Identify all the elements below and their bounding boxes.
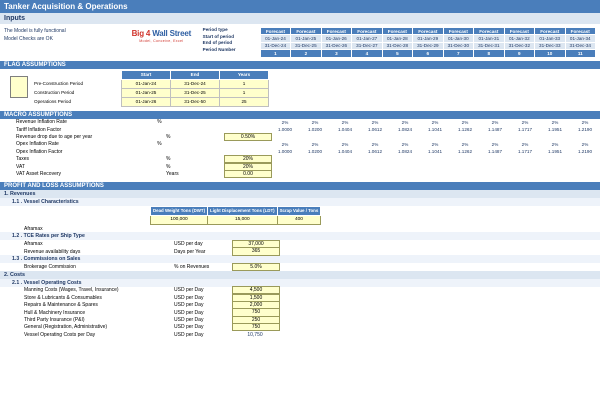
subgroup-label: Vessel Characteristics (23, 198, 79, 205)
third-party-insurance-input[interactable]: 250 (232, 316, 280, 324)
forecast-end-cell: 31-Dec-25 (291, 42, 321, 49)
series-value: 1.0824 (397, 149, 413, 155)
series-value: 2% (461, 119, 469, 125)
subgroup-label: TCE Rates per Ship Type (23, 233, 85, 240)
forecast-number-cell: 11 (565, 50, 595, 57)
forecast-start-cell: 01-Jan-32 (504, 35, 534, 42)
forecast-type-cell: Forecast (291, 28, 321, 35)
forecast-start-cell: 01-Jan-28 (382, 35, 412, 42)
forecast-start-cell: 01-Jan-29 (413, 35, 443, 42)
total-opex-per-day-value: 10,750 (247, 331, 263, 338)
period-label-start: Start of period (202, 33, 235, 39)
vc-header-scrap-value: Scrap Value / Tons (277, 206, 321, 215)
flag-header-row (32, 70, 269, 79)
subgroup-label: Commissions on Sales (23, 256, 81, 263)
forecast-start-cell: 01-Jan-26 (321, 35, 351, 42)
tce-row-aframax (0, 240, 600, 247)
logo-text-blue: Wall Street (152, 29, 192, 38)
forecast-end-row (260, 42, 595, 49)
row-unit: USD per Day (174, 302, 204, 309)
flag-row-start[interactable]: 01-Jan-26 (122, 97, 171, 106)
series-value: 1.1487 (487, 127, 503, 133)
row-unit: USD per Day (174, 316, 204, 323)
row-unit: % (166, 156, 171, 163)
forecast-number-cell: 3 (321, 50, 351, 57)
input-color-swatch (10, 76, 28, 98)
row-label: Manning Costs (Wages, Travel, Insurance) (24, 287, 119, 294)
forecast-end-cell: 31-Dec-27 (352, 42, 382, 49)
series-value: 2% (431, 141, 439, 147)
vat-asset-recovery-input[interactable]: 0.00 (224, 170, 272, 178)
flag-row-years[interactable]: 1 (220, 79, 269, 88)
forecast-type-cell: Forecast (321, 28, 351, 35)
series-value: 2% (491, 119, 499, 125)
series-value: 2% (371, 119, 379, 125)
tce-row-availability-days (0, 248, 600, 255)
series-value: 2% (341, 119, 349, 125)
forecast-end-cell: 31-Dec-33 (535, 42, 565, 49)
forecast-number-cell: 6 (413, 50, 443, 57)
flag-header-start: Start (122, 70, 171, 79)
series-value: 1.1717 (517, 149, 533, 155)
series-value: 1.1041 (427, 127, 443, 133)
period-label-type: Period type (202, 27, 228, 32)
row-label: Hull & Machinery Insurance (24, 309, 86, 316)
series-value: 1.0200 (307, 127, 323, 133)
row-unit: % (166, 163, 171, 170)
series-value: 2% (371, 141, 379, 147)
vc-value-scrap[interactable]: 400 (277, 215, 321, 224)
macro-series-strip (270, 142, 600, 147)
opex-row-manning-costs (0, 287, 600, 294)
flag-row-years[interactable]: 1 (220, 88, 269, 97)
row-unit: USD per Day (174, 331, 204, 338)
page-subtitle: Inputs (0, 13, 600, 25)
series-value: 1.1951 (547, 149, 563, 155)
subgroup-vessel-characteristics (0, 198, 600, 206)
series-value: 1.0612 (367, 149, 383, 155)
series-value: 2% (401, 141, 409, 147)
series-value: 1.0404 (337, 149, 353, 155)
forecast-number-row (260, 50, 595, 57)
subgroup-number: 1.3 . (12, 256, 23, 263)
vessel-characteristics-table (150, 206, 321, 225)
aframax-tce-rate-input[interactable]: 37,000 (232, 240, 280, 248)
group-label: Costs (10, 271, 25, 278)
series-value: 1.1041 (427, 149, 443, 155)
vc-header-dwt: Dead Weight Tons (DWT) (151, 206, 208, 215)
general-admin-input[interactable]: 750 (232, 323, 280, 331)
row-label: Revenue availability days (24, 248, 81, 255)
opex-row-repairs-maintenance (0, 301, 600, 308)
group-number: 2. (4, 271, 9, 278)
series-value: 1.0824 (397, 127, 413, 133)
macro-series-strip (270, 120, 600, 125)
row-unit: % (166, 134, 171, 141)
series-value: 1.0000 (277, 127, 293, 133)
flag-row-label: Construction Period (32, 88, 122, 97)
series-value: 1.2190 (577, 149, 593, 155)
table-row (32, 79, 269, 88)
series-value: 1.0404 (337, 127, 353, 133)
series-value: 2% (281, 141, 289, 147)
macro-row-opex-inflation-rate (0, 141, 600, 148)
row-label: Tariff Inflation Factor (16, 126, 62, 133)
subgroup-number: 2.1 . (12, 279, 23, 286)
macro-row-taxes (0, 156, 600, 163)
model-status-note-2: Model Checks are OK (4, 36, 53, 42)
repairs-maintenance-input[interactable]: 2,000 (232, 301, 280, 309)
macro-series-strip (270, 127, 600, 132)
forecast-end-cell: 31-Dec-29 (413, 42, 443, 49)
company-logo (120, 27, 203, 43)
opex-row-general (0, 324, 600, 331)
series-value: 2% (491, 141, 499, 147)
vc-value-ldt[interactable]: 15,000 (208, 215, 278, 224)
subgroup-label: Vessel Operating Costs (23, 279, 82, 286)
series-value: 2% (551, 119, 559, 125)
row-label: Brokerage Commission (24, 263, 76, 270)
series-value: 2% (281, 119, 289, 125)
group-revenues (0, 190, 600, 198)
vc-value-dwt[interactable]: 100,000 (151, 215, 208, 224)
flag-header-years: Years (220, 70, 269, 79)
forecast-start-cell: 01-Jan-31 (474, 35, 504, 42)
forecast-period-table (260, 27, 596, 58)
period-row-labels (203, 27, 260, 53)
row-label: Opex Inflation Rate (16, 141, 59, 148)
period-label-end: End of period (202, 40, 233, 46)
forecast-start-cell: 01-Jan-24 (260, 35, 290, 42)
macro-row-vat-asset-recovery (0, 170, 600, 177)
flag-row-label: Operations Period (32, 97, 122, 106)
macro-row-revenue-inflation-rate (0, 119, 600, 126)
forecast-number-cell: 4 (352, 50, 382, 57)
row-label: Revenue drop due to age per year (16, 134, 93, 141)
macro-row-revenue-drop-age (0, 133, 600, 140)
forecast-number-cell: 1 (260, 50, 290, 57)
group-number: 1. (4, 190, 9, 197)
revenue-drop-input[interactable]: 0.50% (224, 133, 272, 141)
series-value: 2% (551, 141, 559, 147)
forecast-end-cell: 31-Dec-32 (504, 42, 534, 49)
series-value: 1.2190 (577, 127, 593, 133)
commission-row-brokerage (0, 263, 600, 270)
macro-row-tariff-inflation-factor (0, 126, 600, 133)
hull-machinery-insurance-input[interactable]: 750 (232, 308, 280, 316)
series-value: 2% (431, 119, 439, 125)
flag-row-end[interactable]: 31-Dec-25 (171, 88, 220, 97)
forecast-start-row (260, 35, 595, 42)
forecast-start-cell: 01-Jan-30 (443, 35, 473, 42)
stores-lubricants-input[interactable]: 1,500 (232, 294, 280, 302)
taxes-input[interactable]: 20% (224, 155, 272, 163)
macro-row-opex-inflation-factor (0, 148, 600, 155)
row-unit: % on Revenues (174, 263, 210, 270)
series-value: 1.1717 (517, 127, 533, 133)
legend-swatches (10, 70, 32, 107)
forecast-number-cell: 5 (382, 50, 412, 57)
forecast-end-cell: 31-Dec-31 (474, 42, 504, 49)
group-label: Revenues (10, 190, 36, 197)
row-label: Revenue Inflation Rate (16, 119, 67, 126)
macro-series-strip (270, 149, 600, 154)
series-value: 2% (341, 141, 349, 147)
forecast-end-cell: 31-Dec-28 (382, 42, 412, 49)
forecast-type-cell: Forecast (443, 28, 473, 35)
forecast-start-cell: 01-Jan-34 (565, 35, 595, 42)
forecast-start-cell: 01-Jan-33 (535, 35, 565, 42)
row-unit: USD per Day (174, 287, 204, 294)
row-label: Third Party Insurance (P&I) (24, 316, 85, 323)
row-unit: USD per day (174, 241, 203, 248)
model-status-note-1: The Model is fully functional (4, 28, 66, 34)
row-unit: USD per Day (174, 324, 204, 331)
flag-row-end[interactable]: 31-Dec-24 (171, 79, 220, 88)
forecast-start-cell: 01-Jan-27 (352, 35, 382, 42)
flag-header-spacer (32, 70, 122, 79)
top-header-row (0, 25, 600, 58)
series-value: 1.1951 (547, 127, 563, 133)
brokerage-commission-input[interactable]: 5.0% (232, 263, 280, 271)
forecast-type-cell: Forecast (382, 28, 412, 35)
subgroup-tce-rates (0, 232, 600, 240)
row-unit: % (157, 141, 162, 148)
vessel-characteristics-row-label (0, 225, 600, 232)
macro-row-vat (0, 163, 600, 170)
series-value: 1.1487 (487, 149, 503, 155)
opex-row-total-per-day (0, 331, 600, 338)
opex-row-third-party-insurance (0, 316, 600, 323)
series-value: 1.1262 (457, 127, 473, 133)
row-label: Store & Lubricants & Consumables (24, 294, 102, 301)
flag-row-label: Pre-Construction Period (32, 79, 122, 88)
row-unit: Years (166, 170, 179, 177)
forecast-start-cell: 01-Jan-25 (291, 35, 321, 42)
series-value: 2% (521, 119, 529, 125)
availability-days-input[interactable]: 365 (232, 247, 280, 255)
subgroup-vessel-operating-costs (0, 279, 600, 287)
series-value: 2% (521, 141, 529, 147)
vat-input[interactable]: 20% (224, 163, 272, 171)
row-unit: USD per Day (174, 294, 204, 301)
row-label: Taxes (16, 156, 30, 163)
opex-row-stores-lubricants (0, 294, 600, 301)
subgroup-number: 1.1 . (12, 198, 23, 205)
row-unit: Days per Year (174, 248, 206, 255)
forecast-end-cell: 31-Dec-30 (443, 42, 473, 49)
flag-header-end: End (171, 70, 220, 79)
forecast-end-cell: 31-Dec-34 (565, 42, 595, 49)
group-costs (0, 271, 600, 279)
logo-line-1 (120, 29, 203, 38)
row-label: Vessel Operating Costs per Day (24, 331, 96, 338)
series-value: 1.1262 (457, 149, 473, 155)
flag-row-years[interactable]: 25 (220, 97, 269, 106)
forecast-end-cell: 31-Dec-26 (321, 42, 351, 49)
series-value: 1.0200 (307, 149, 323, 155)
table-row (151, 215, 321, 224)
forecast-type-cell: Forecast (352, 28, 382, 35)
forecast-type-cell: Forecast (474, 28, 504, 35)
forecast-end-cell: 31-Dec-24 (260, 42, 290, 49)
row-unit: % (157, 119, 162, 126)
series-value: 2% (311, 119, 319, 125)
row-label: Aframax (24, 241, 43, 248)
row-label: Aframax (24, 225, 43, 232)
section-pnl-assumptions: PROFIT AND LOSS ASSUMPTIONS (0, 182, 600, 190)
row-label: Opex Inflation Factor (16, 148, 63, 155)
forecast-type-cell: Forecast (504, 28, 534, 35)
series-value: 2% (581, 141, 589, 147)
page-title: Tanker Acquisition & Operations (0, 0, 600, 13)
logo-text-red: Big 4 (131, 29, 151, 38)
period-label-number: Period Number (202, 46, 236, 52)
series-value: 2% (581, 119, 589, 125)
subgroup-commissions-on-sales (0, 255, 600, 263)
flag-assumptions-table (32, 70, 269, 107)
section-macro-assumptions: MACRO ASSUMPTIONS (0, 111, 600, 119)
forecast-type-row (260, 28, 595, 35)
table-row (32, 97, 269, 106)
table-row (32, 88, 269, 97)
series-value: 2% (401, 119, 409, 125)
forecast-number-cell: 9 (504, 50, 534, 57)
forecast-number-cell: 7 (443, 50, 473, 57)
section-flag-assumptions: FLAG ASSUMPTIONS (0, 61, 600, 69)
series-value: 1.0000 (277, 149, 293, 155)
model-status-notes (4, 27, 120, 43)
forecast-type-cell: Forecast (413, 28, 443, 35)
vc-header-row (151, 206, 321, 215)
manning-costs-input[interactable]: 4,500 (232, 286, 280, 294)
subgroup-number: 1.2 . (12, 233, 23, 240)
row-label: VAT Asset Recovery (16, 170, 62, 177)
forecast-number-cell: 8 (474, 50, 504, 57)
forecast-type-cell: Forecast (535, 28, 565, 35)
row-label: General (Registration, Administrative) (24, 324, 108, 331)
forecast-number-cell: 2 (291, 50, 321, 57)
vc-header-ldt: Light Displacement Tons (LDT) (208, 206, 278, 215)
row-label: VAT (16, 163, 25, 170)
flag-assumptions-block (0, 70, 600, 107)
logo-tagline: Model, Conceive, Excel (139, 39, 184, 43)
row-unit: USD per Day (174, 309, 204, 316)
flag-row-start[interactable]: 01-Jan-25 (122, 88, 171, 97)
row-label: Repairs & Maintenance & Spares (24, 302, 98, 309)
forecast-type-cell: Forecast (260, 28, 290, 35)
forecast-type-cell: Forecast (565, 28, 595, 35)
opex-row-hull-machinery-insurance (0, 309, 600, 316)
flag-row-end[interactable]: 31-Dec-50 (171, 97, 220, 106)
flag-row-start[interactable]: 01-Jan-24 (122, 79, 171, 88)
series-value: 2% (311, 141, 319, 147)
series-value: 2% (461, 141, 469, 147)
forecast-number-cell: 10 (535, 50, 565, 57)
series-value: 1.0612 (367, 127, 383, 133)
